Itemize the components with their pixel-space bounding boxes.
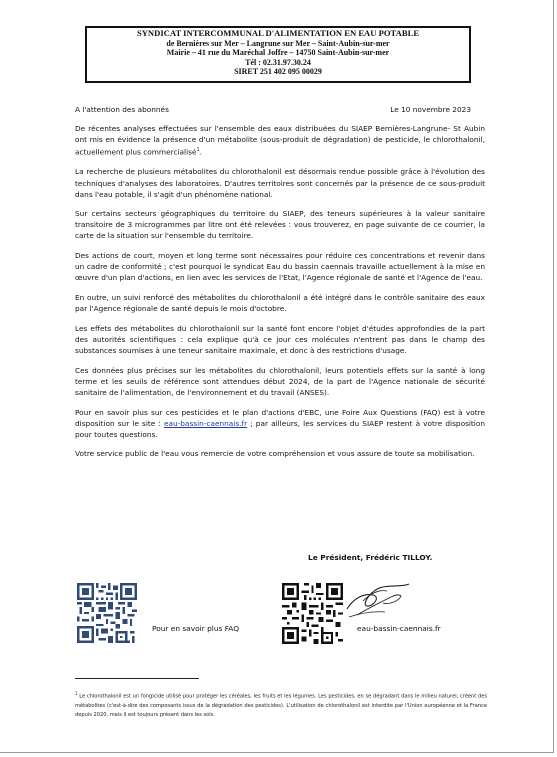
signature-name: Le Président, Frédéric TILLOY. — [308, 553, 433, 562]
paragraph-1 — [75, 123, 485, 158]
footnote-ref[interactable]: 1 — [196, 147, 200, 154]
website-link[interactable]: eau-bassin-caennais.fr — [163, 418, 248, 428]
paragraph-8 — [75, 407, 485, 440]
footnote — [75, 689, 487, 720]
signature-icon — [343, 579, 411, 619]
paragraph-4: Des actions de court, moyen et long terme sont nécessaires pour réduire ces concentrations et revenir dans un cadre de conformité ; c'est pourquoi le syndicat Eau du bassin caennais travaille actuellement à la mise en œuvre d'un plan d'actions, en lien avec les services de l'Etat, l'Agence régionale de santé et l'Agence de l'eau. — [75, 251, 485, 283]
paragraph-1-end: . — [199, 147, 202, 157]
footnote-divider — [75, 678, 199, 679]
paragraph-8-end: ; par ailleurs, les services du SIAEP restent à votre disposition pour toutes questions. — [75, 418, 485, 439]
addressee-row — [75, 104, 485, 115]
paragraph-5: En outre, un suivi renforcé des métabolites du chlorothalonil a été intégré dans le contrôle sanitaire des eaux par l'Agence régionale de santé depuis le mois d'octobre. — [75, 293, 485, 314]
footnote-marker: 1 — [75, 691, 78, 696]
paragraph-6: Les effets des métabolites du chlorothalonil sur la santé font encore l'objet d'études approfondies de la part des autorités scientifiques : cela explique qu'à ce jour ces molécules n'entrent pas dans le champ des substances soumises à une teneur sanitaire maximale, et donc à des restrictions d'usage. — [75, 323, 485, 355]
letter-date: Le 10 novembre 2023 — [390, 105, 471, 114]
addressee: A l'attention des abonnés — [75, 105, 169, 114]
letterhead-address: Mairie – 41 rue du Maréchal Joffre – 14750 Saint-Aubin-sur-mer — [166, 48, 390, 58]
handwritten-signature — [343, 579, 411, 623]
letterhead-org-name: SYNDICAT INTERCOMMUNAL D'ALIMENTATION EN EAU POTABLE — [136, 28, 420, 38]
footnote-text: Le chlorothalonil est un fongicide utilisé pour protéger les céréales, les fruits et les légumes. Les pesticides, en se dégradant dans le milieu naturel, créent des métabolites (c'est-à-dire des composants issus de la dégradation des pesticides). L'utilisation de chlorothalonil est interdite par l'Union européenne et la France depuis 2020, mais il est toujours présent dans les sols. — [75, 693, 487, 718]
paragraph-3: Sur certains secteurs géographiques du territoire du SIAEP, des teneurs supérieures à la valeur sanitaire transitoire de 3 microgrammes par litre ont été relevées : vous trouverez, en page suivante de ce courrier, la carte de la situation sur l'ensemble du territoire. — [75, 209, 485, 241]
paragraph-9: Votre service public de l'eau vous remercie de votre compréhension et vous assure de toute sa mobilisation. — [75, 449, 475, 459]
paragraph-8-text: Pour en savoir plus sur ces pesticides et le plan d'actions d'EBC, une Foire Aux Questions (FAQ) est à votre disposition sur le site : — [75, 407, 485, 428]
website-qr-icon — [282, 583, 343, 644]
website-qr-code[interactable] — [282, 583, 343, 644]
faq-qr-icon — [77, 583, 137, 643]
faq-qr-code[interactable] — [77, 583, 137, 643]
paragraph-2: La recherche de plusieurs métabolites du chlorothalonil est désormais rendue possible grâce à l'évolution des techniques d'analyses des laboratoires. D'autres territoires sont concernés par la présence de ce sous-produit dans l'eau potable, il s'agit d'un phénomène national. — [75, 167, 485, 199]
letterhead-box — [85, 26, 471, 83]
letterhead-phone: Tél : 02.31.97.30.24 — [245, 57, 311, 67]
letter-body — [75, 104, 485, 468]
letterhead-communes: de Bernières sur Mer – Langrune sur Mer – Saint-Aubin-sur-mer — [166, 38, 390, 48]
paragraph-1-text: De récentes analyses effectuées sur l'ensemble des eaux distribuées du SIAEP Bernières-Langrune- St Aubin ont mis en évidence la présence d'un métabolite (sous-produit de dégradation) de pesticide, le chlorothalonil, actuellement plus commercialisé — [75, 124, 485, 157]
faq-qr-label: Pour en savoir plus FAQ — [152, 624, 240, 633]
letterhead-siret: SIRET 251 402 095 00029 — [234, 67, 322, 77]
paragraph-7: Ces données plus précises sur les métabolites du chlorothalonil, leurs potentiels effets sur la santé à long terme et les seuils de référence sont attendues début 2024, de la part de l'Agence nationale de sécurité sanitaire de l'alimentation, de l'environnement et du travail (ANSES). — [75, 365, 485, 397]
website-qr-label: eau-bassin-caennais.fr — [357, 624, 441, 633]
